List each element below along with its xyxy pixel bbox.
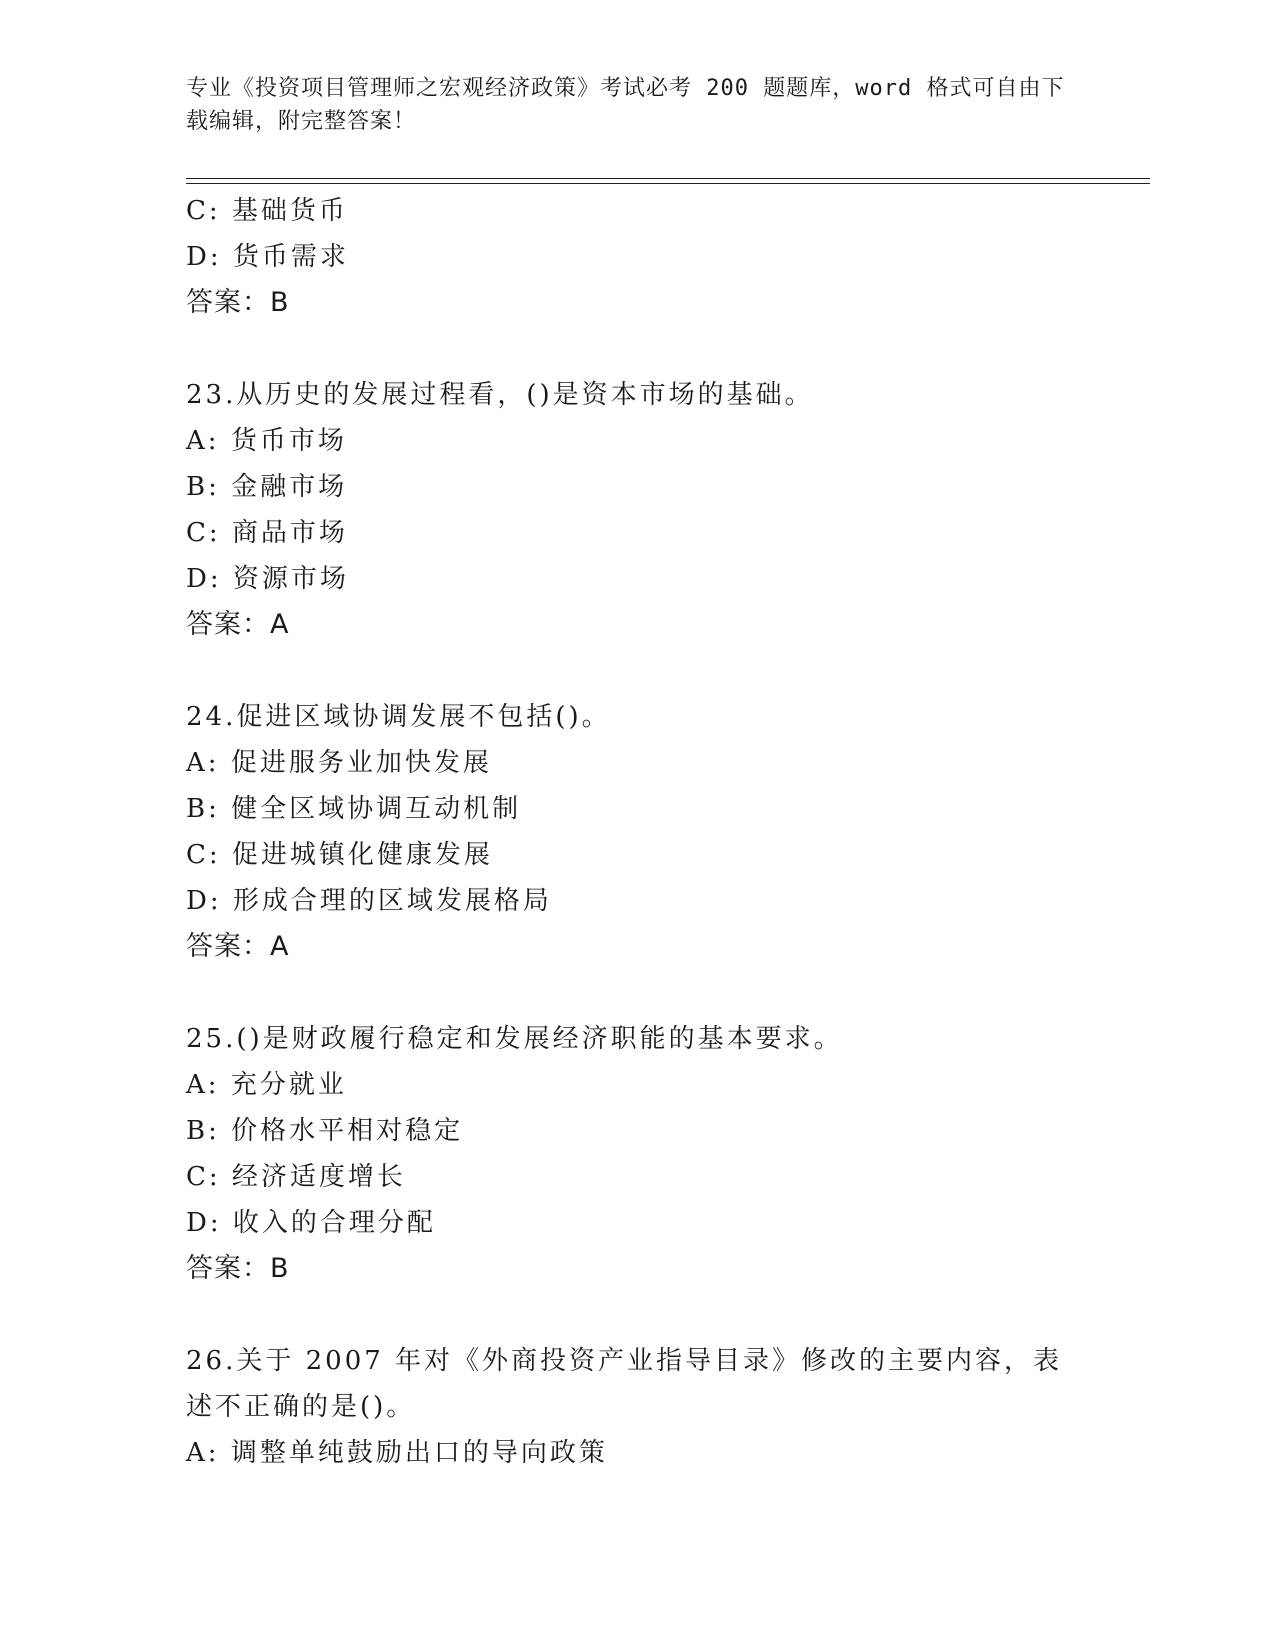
option-c: C: 促进城镇化健康发展 bbox=[186, 840, 493, 870]
option-a: A: 货币市场 bbox=[186, 426, 347, 456]
answer-line: 答案：A bbox=[186, 609, 290, 640]
question-stem: 25.()是财政履行稳定和发展经济职能的基本要求。 bbox=[186, 1024, 843, 1054]
question-stem: 23.从历史的发展过程看，()是资本市场的基础。 bbox=[186, 380, 814, 410]
answer-line: 答案：B bbox=[186, 1253, 290, 1284]
option-d: D: 货币需求 bbox=[186, 242, 349, 272]
document-header bbox=[186, 72, 1086, 138]
header-divider-bottom bbox=[186, 183, 1150, 184]
option-c: C: 基础货币 bbox=[186, 196, 348, 226]
option-b: B: 健全区域协调互动机制 bbox=[186, 794, 522, 824]
header-text: 专业《投资项目管理师之宏观经济政策》考试必考 200 题题库，word 格式可自由下载编辑，附完整答案！ bbox=[186, 76, 1065, 134]
spacer bbox=[186, 1292, 1086, 1338]
question-stem: 26.关于 2007 年对《外商投资产业指导目录》修改的主要内容，表述不正确的是()。 bbox=[186, 1346, 1063, 1422]
option-c: C: 经济适度增长 bbox=[186, 1162, 406, 1192]
question-list bbox=[186, 188, 1086, 1476]
option-a: A: 充分就业 bbox=[186, 1070, 347, 1100]
header-divider-top bbox=[186, 178, 1150, 179]
question-stem: 24.促进区域协调发展不包括()。 bbox=[186, 702, 611, 732]
option-a: A: 促进服务业加快发展 bbox=[186, 748, 492, 778]
spacer bbox=[186, 970, 1086, 1016]
option-d: D: 形成合理的区域发展格局 bbox=[186, 886, 552, 916]
option-d: D: 资源市场 bbox=[186, 564, 349, 594]
option-b: B: 价格水平相对稳定 bbox=[186, 1116, 464, 1146]
answer-line: 答案：A bbox=[186, 931, 290, 962]
option-a: A: 调整单纯鼓励出口的导向政策 bbox=[186, 1438, 608, 1468]
spacer bbox=[186, 648, 1086, 694]
option-d: D: 收入的合理分配 bbox=[186, 1208, 436, 1238]
option-c: C: 商品市场 bbox=[186, 518, 348, 548]
option-b: B: 金融市场 bbox=[186, 472, 348, 502]
answer-line: 答案：B bbox=[186, 287, 290, 318]
spacer bbox=[186, 326, 1086, 372]
